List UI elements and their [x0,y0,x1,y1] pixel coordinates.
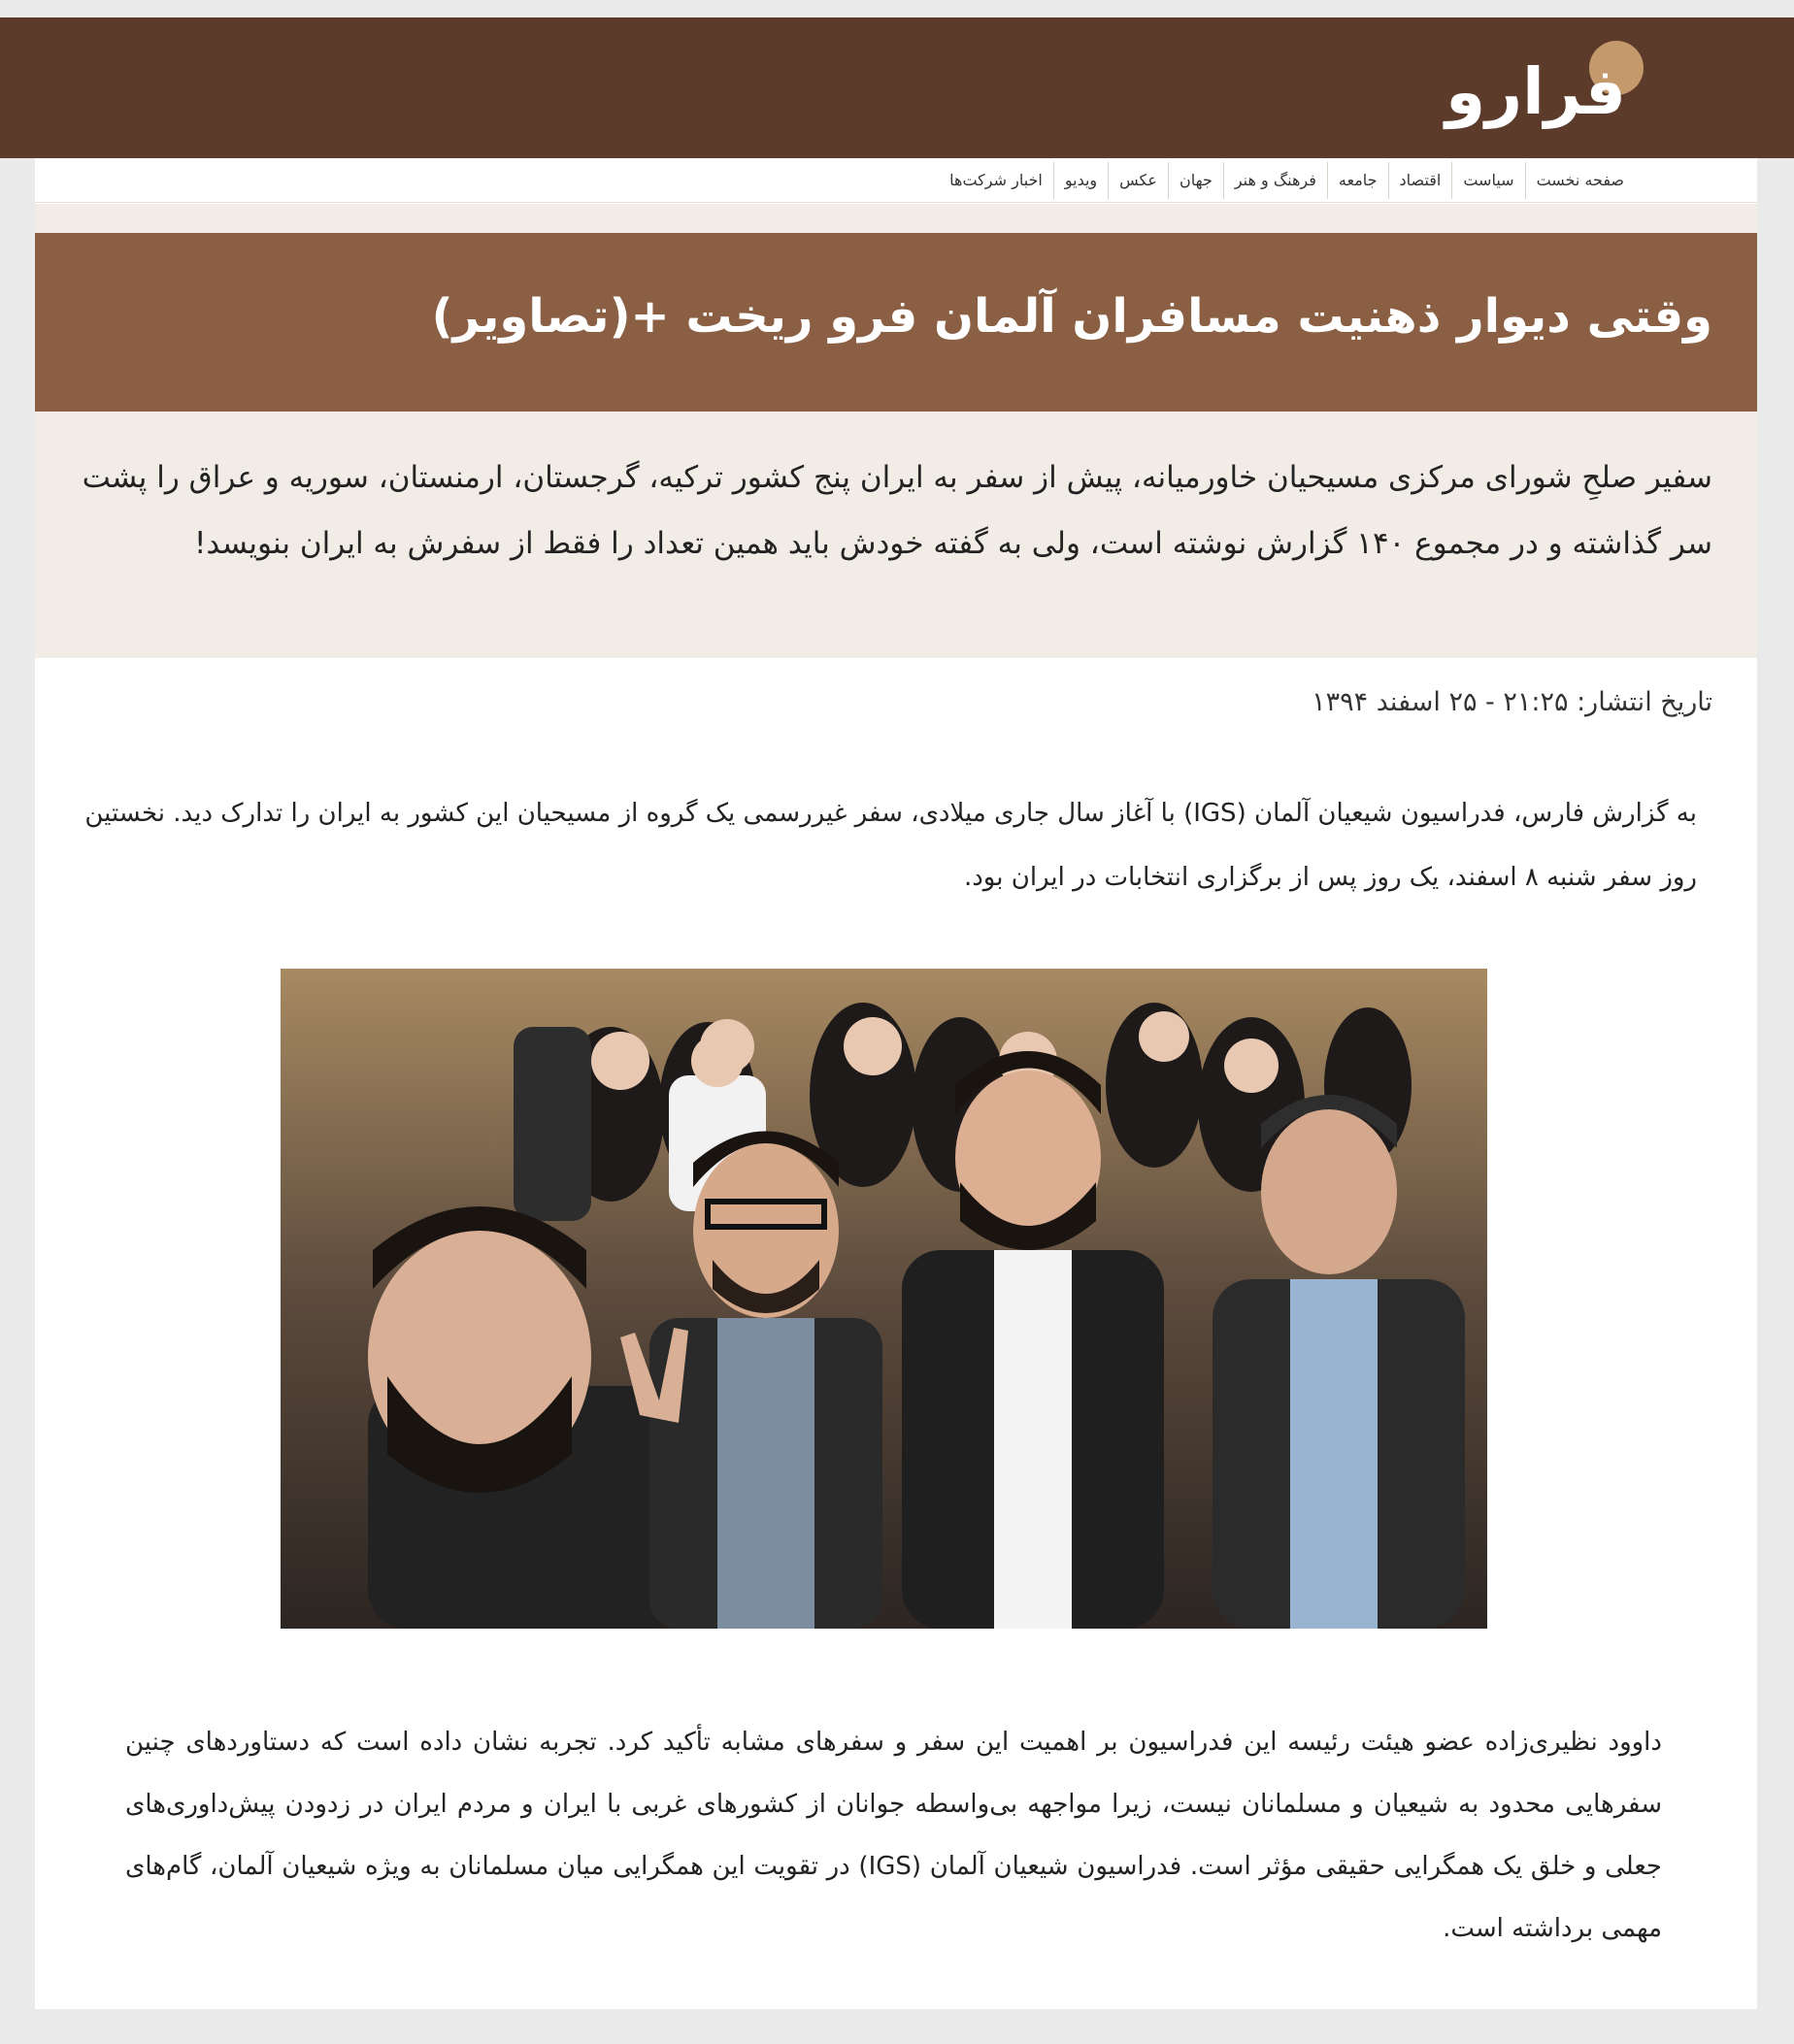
nav-item-politics[interactable]: سیاست [1451,162,1524,199]
nav-divider-band [35,204,1757,233]
nav-item-company-news[interactable]: اخبار شرکت‌ها [949,171,1043,189]
nav-item-economy[interactable]: اقتصاد [1388,162,1452,199]
nav-item-world[interactable]: جهان [1168,162,1223,199]
logo-text: فرارو [1445,54,1626,129]
group-selfie-illustration [281,969,1487,1629]
main-nav [35,158,1757,203]
article-lead: سفیر صلحِ شورای مرکزی مسیحیان خاورمیانه، پیش از سفر به ایران پنج کشور ترکیه، گرجستان، ارمنستان، سوریه و عراق را پشت سر گذاشته و در مجموع ۱۴۰ گزارش نوشته است، ولی به گفته خودش باید همین تعداد را فقط از سفرش به ایران بنویسد! [82,460,1712,561]
article-page [35,158,1757,2009]
nav-item-photo[interactable]: عکس [1108,162,1168,199]
article-paragraph-2: داوود نظیری‌زاده عضو هیئت رئیسه این فدراسیون بر اهمیت این سفر و سفرهای مشابه تأکید کرد. تجربه نشان داده است که دستاوردهای چنین سفرهایی محدود به شیعیان و مسلمانان نیست، زیرا مواجهه بی‌واسطه جوانان از کشورهای غربی با ایران و مردم ایران در زدودن پیش‌داوری‌های جعلی و خلق یک همگرایی حقیقی مؤثر است. فدراسیون شیعیان آلمان (IGS) در تقویت این همگرایی میان مسلمانان به ویژه شیعیان آلمان، گام‌های مهمی برداشته است. [125,1728,1663,1943]
site-header [0,17,1794,158]
nav-item-video[interactable]: ویدیو [1053,162,1108,199]
lead-box [35,412,1757,658]
article-paragraph-1: به گزارش فارس، فدراسیون شیعیان آلمان (IGS) با آغاز سال جاری میلادی، سفر غیررسمی یک گروه از مسیحیان این کشور به ایران را تدارک دید. نخستین روز سفر شنبه ۸ اسفند، یک روز پس از برگزاری انتخابات در ایران بود. [84,799,1697,892]
publish-date: تاریخ انتشار: ۲۱:۲۵ - ۲۵ اسفند ۱۳۹۴ [1312,687,1712,717]
nav-item-society[interactable]: جامعه [1327,162,1388,199]
article-title: وقتی دیوار ذهنیت مسافران آلمان فرو ریخت +(تصاویر) [431,289,1712,344]
nav-item-home[interactable]: صفحه نخست [1525,162,1635,199]
nav-item-culture[interactable]: فرهنگ و هنر [1223,162,1327,199]
site-logo[interactable] [1445,37,1644,144]
headline-box [35,233,1757,412]
article-photo[interactable] [281,969,1487,1629]
